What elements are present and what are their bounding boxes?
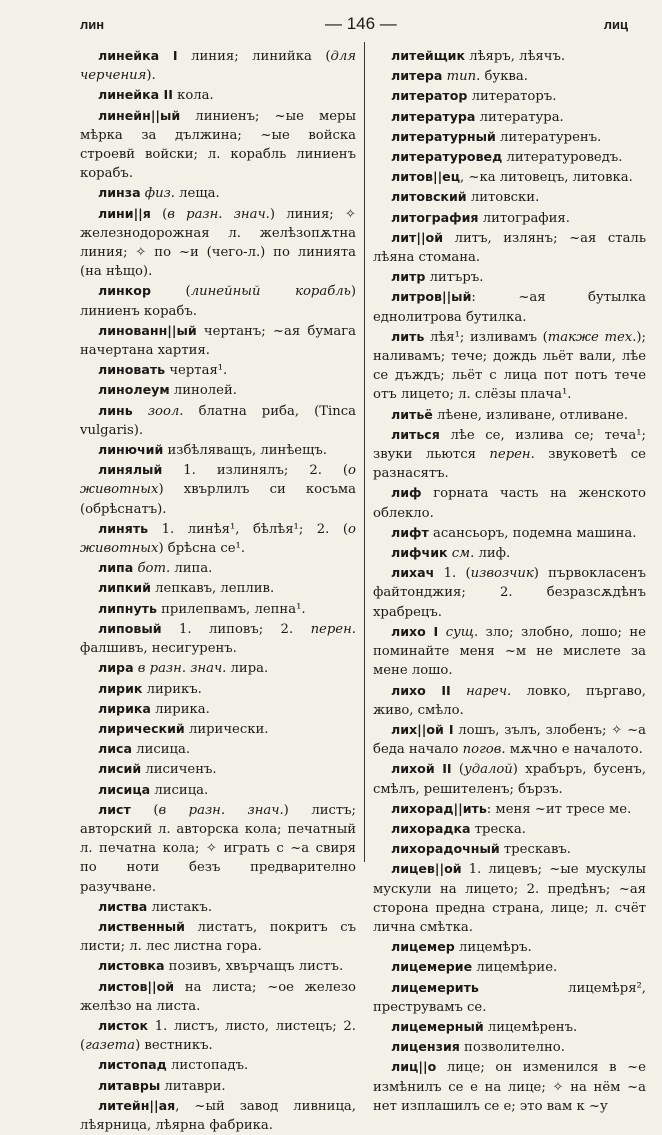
headword: лифт [391,524,429,540]
headword: линь [98,402,133,418]
usage-label: также тех. [547,329,637,345]
usage-label: см. [451,546,475,562]
definition-text: ) вестникъ. [135,1038,213,1054]
definition-text: литовски. [466,190,540,206]
dictionary-entry [80,658,356,678]
definition-text: ) листъ; авторский л. авторска кола; печатный л. печатна кола; ✧ играть с ~а свиря по ноти безъ предварително разучване. [80,802,356,895]
usage-label: газета [85,1038,136,1054]
dictionary-entry [373,167,646,187]
definition-text: ( [150,206,168,222]
headword: литератор [391,88,468,104]
headword: листопад [98,1057,167,1073]
headword: лисий [98,761,142,777]
headword: липнуть [98,600,157,616]
definition-text: 1. линѣя¹, бѣлѣя¹; 2. ( [148,521,349,537]
definition-text: мѫчно е началото. [505,742,643,758]
definition-text: липа. [170,561,213,577]
usage-label: перен. [310,621,356,637]
dictionary-entry [373,483,646,522]
definition-text: горната часть на женското облекло. [373,486,646,521]
definition-text: ). [146,68,156,84]
headword: линолеум [98,382,170,398]
dictionary-entry [80,800,356,897]
right-column [373,46,646,1116]
usage-label: бот. [137,561,171,577]
definition-text: ловко, пъргаво, живо, смѣло. [373,683,646,718]
dictionary-entry [80,578,356,598]
definition-text: лиф. [474,546,511,562]
definition-text: , ~ый завод ливница, лѣярница, лѣярна фабрика. [80,1098,356,1133]
usage-label: извозчик [470,566,534,582]
definition-text: леща. [174,186,220,202]
headword: линейка I [98,48,178,63]
definition-text: литература. [475,109,564,125]
usage-label: нареч. [466,683,512,699]
headword: литовский [391,189,467,205]
headword: листовка [98,958,165,974]
page-header [80,14,628,38]
headword: лицемерный [391,1018,484,1034]
dictionary-entry [373,839,646,859]
usage-label: в разн. знач. [167,206,270,222]
definition-text: ); наливамъ; тече; дождь льёт вали, лѣе се дъждъ; льёт с лица пот потъ тече отъ лицето; л. слёзы плача¹. [373,329,646,403]
headword: лирический [98,720,185,736]
dictionary-entry [80,619,356,658]
headword: лифчик [391,545,448,561]
definition-text: лѣяръ, лѣячъ. [465,49,566,64]
definition-text: 1. листъ, листо, листецъ; 2. ( [80,1018,356,1054]
headword: линять [98,520,149,536]
headword: литов||ец [391,169,461,185]
dictionary-entry [80,1096,356,1135]
definition-text: лисица. [132,742,191,758]
definition-text: лѣене, изливане, отливане. [432,407,629,423]
dictionary-entry [373,759,646,798]
definition-text: 1. излинялъ; 2. ( [162,463,349,479]
headword: литература [391,108,476,124]
definition-text: линиенъ; ~ые меры мѣрка за дължина; ~ые войска строевй войски; л. корабль линиенъ корабъ. [80,108,356,182]
dictionary-entry [80,360,356,380]
headword: линкор [98,283,151,299]
dictionary-entry [373,1057,646,1116]
headword: лирик [98,680,143,696]
usage-label: о животных [80,521,356,557]
definition-text: чертанъ; ~ая бумага начертана хартия. [80,323,356,359]
definition-text: лицемѣрие. [472,960,558,976]
definition-text: прилепвамъ, лепна¹. [156,601,306,617]
dictionary-entry [80,401,356,440]
dictionary-entry [80,46,356,85]
definition-text: лисиченъ. [141,762,217,778]
dictionary-entry [373,1037,646,1057]
definition-text: литъръ. [425,270,484,286]
headword: литературный [391,128,496,144]
dictionary-entry [373,327,646,405]
dictionary-entry [80,1016,356,1055]
usage-label: сущ. [445,624,479,640]
definition-text: кола. [172,88,214,104]
headword: лисица [98,781,151,797]
definition-text: ) линиенъ корабъ. [80,284,356,319]
definition-text: лошъ, зълъ, злобенъ; ✧ ~а беда начало [373,722,646,758]
headword: лихо II [391,682,451,698]
headword: литография [391,209,479,225]
definition-text: лѣя¹; изливамъ ( [424,329,548,345]
dictionary-entry [80,739,356,759]
dictionary-entry [80,183,356,203]
dictionary-entry [373,859,646,937]
definition-text: лирика. [150,701,210,717]
definition-text [133,404,148,419]
definition-text: лицемѣренъ. [483,1019,578,1035]
headword: липкий [98,580,151,596]
page-number: — 146 — [325,14,397,33]
definition-text: ( [130,802,159,818]
definition-text: ) хвърлилъ си косъма (обрѣснатъ). [80,482,356,517]
definition-text: листатъ, покритъ съ листи; л. лес листна гора. [80,919,356,955]
dictionary-entry [373,622,646,681]
dictionary-entry [373,681,646,720]
dictionary-entry [373,543,646,563]
dictionary-entry [80,460,356,519]
headword: лит||ой [391,229,444,245]
definition-text: ( [150,284,191,300]
column-divider [364,42,365,862]
definition-text: буква. [480,69,528,85]
headword: лиственный [98,918,185,934]
definition-text [438,625,446,640]
headword: листов||ой [98,978,175,994]
usage-label: перен. [489,447,535,463]
definition-text: чертая¹. [165,363,228,379]
definition-text: ) линия; ✧ железнодорожная л. желѣзопѫтна линия; ✧ по ~и (чего-л.) по линията (на нѣщо). [80,206,356,280]
headword: лихорадочный [391,841,500,857]
usage-label: тип. [446,69,481,85]
definition-text: лира. [226,661,269,677]
dictionary-entry [80,599,356,619]
dictionary-entry [373,799,646,819]
definition-text: лицемѣря², преструвамъ се. [373,980,646,1015]
dictionary-entry [373,208,646,228]
dictionary-entry [80,558,356,578]
usage-label: физ. [144,186,175,202]
headword: лиф [391,485,422,501]
dictionary-entry [373,720,646,759]
dictionary-entry [80,519,356,558]
headword: лини||я [98,205,151,221]
dictionary-entry [80,321,356,360]
dictionary-entry [373,228,646,267]
dictionary-entry [373,405,646,425]
dictionary-entry [373,425,646,484]
dictionary-entry [80,440,356,460]
dictionary-entry [373,1017,646,1037]
headword: литературовед [391,149,503,165]
dictionary-entry [80,281,356,320]
usage-label: зоол. [147,403,184,419]
definition-text: звуковетѣ се разнасятъ. [373,447,646,482]
headword: лиса [98,741,133,757]
definition-text: треска. [470,821,526,837]
left-column [80,46,356,1135]
definition-text: линия; линийка ( [177,49,331,64]
headword: липа [98,560,134,576]
definition-text: линолей. [169,383,237,399]
definition-text: ) храбъръ, бусенъ, смѣлъ, решителенъ; бързъ. [373,762,646,797]
definition-text: зло; злобно, лошо; не поминайте меня ~м не мислете за мене лошо. [373,624,646,679]
definition-text [451,684,466,699]
headword: литьё [391,406,433,422]
headword: листок [98,1017,149,1033]
definition-text: лепкавъ, леплив. [150,581,275,597]
dictionary-entry [80,106,356,184]
definition-text: трескавъ. [499,842,571,858]
header-right-word: лиц [603,17,628,32]
definition-text: , ~ка литовецъ, литовка. [460,170,633,186]
definition-text: лирикъ. [142,681,202,697]
headword: лихорадка [391,820,471,836]
dictionary-entry [80,204,356,282]
dictionary-entry [373,287,646,326]
dictionary-entry [80,719,356,739]
dictionary-entry [80,380,356,400]
dictionary-entry [373,46,646,66]
usage-label: о животных [80,463,356,498]
definition-text: ) брѣсна се¹. [158,541,246,557]
definition-text: листакъ. [147,899,213,915]
dictionary-entry [80,1055,356,1075]
headword: литавры [98,1077,161,1093]
dictionary-entry [373,127,646,147]
headword: лихач [391,565,435,581]
dictionary-entry [80,780,356,800]
headword: линялый [98,462,163,478]
definition-text: : ~ая бутылка еднолитрова бутилка. [373,290,646,325]
dictionary-entry [80,85,356,105]
usage-label: в разн. знач. [137,661,227,677]
headword: литера [391,68,443,84]
headword: лирика [98,700,151,716]
headword: линованн||ый [98,322,197,338]
headword: лицемерие [391,959,473,975]
headword: лицев||ой [391,861,462,877]
definition-text: лицемѣръ. [454,940,532,956]
dictionary-entry [80,977,356,1016]
headword: лиц||о [391,1059,437,1075]
definition-text: асансьоръ, подемна машина. [428,525,637,541]
usage-label: линейный корабль [190,284,351,300]
usage-label: удалой [464,762,513,778]
headword: линючий [98,442,164,458]
definition-text: литературенъ. [495,129,602,145]
headword: линза [98,185,141,201]
headword: лира [98,660,134,676]
headword: литейн||ая [98,1097,176,1113]
dictionary-entry [80,897,356,917]
definition-text: избѣляващъ, линѣещъ. [163,443,327,459]
definition-text: литография. [478,210,570,226]
headword: листва [98,898,148,914]
headword: лицемер [391,939,455,955]
headword: лицензия [391,1039,460,1055]
dictionary-entry [373,147,646,167]
definition-text: листопадъ. [166,1058,249,1074]
definition-text: фалшивъ, несигуренъ. [80,641,237,657]
definition-text: лирически. [184,721,269,737]
definition-text: литераторъ. [467,89,557,105]
headword: лить [391,328,425,344]
dictionary-entry [373,978,646,1017]
dictionary-entry [373,937,646,957]
definition-text: ) първокласенъ файтонджия; 2. безразсѫдѣнъ храбрецъ. [373,566,646,620]
dictionary-entry [373,86,646,106]
usage-label: в разн. знач. [158,802,284,818]
definition-text: позволително. [459,1040,565,1056]
headword: лихой II [391,761,452,777]
dictionary-entry [373,957,646,977]
definition-text: : меня ~ит тресе ме. [486,801,632,817]
headword: лихо I [391,623,439,639]
definition-text: на листа; ~ое железо желѣзо на листа. [80,979,356,1014]
dictionary-entry [80,956,356,976]
definition-text: лисица. [150,782,209,798]
definition-text: 1. липовъ; 2. [161,621,311,637]
dictionary-entry [373,267,646,287]
headword: литр [391,269,426,285]
dictionary-entry [373,107,646,127]
definition-text: литературоведъ. [502,150,623,166]
headword: липовый [98,620,162,636]
headword: литров||ый [391,289,472,305]
dictionary-entry [373,819,646,839]
headword: линовать [98,362,166,378]
dictionary-entry [373,563,646,622]
dictionary-entry [80,679,356,699]
definition-text: ( [451,762,465,778]
definition-text: блатна риба, (Tinca vulgaris). [80,403,356,438]
headword: лист [98,801,131,817]
headword: линейн||ый [98,107,181,123]
headword: литейщик [391,48,466,63]
dictionary-entry [80,699,356,719]
dictionary-entry [80,917,356,956]
headword: линейка II [98,87,173,103]
definition-text: 1. лицевъ; ~ые мускулы мускули на лицето; 2. предѣнъ; ~ая сторона предна страна, лице; л. счёт лична смѣтка. [373,862,646,935]
usage-label: погов. [462,742,506,758]
definition-text: лице; он изменился в ~е измѣнилъ се е на лице; ✧ на нём ~а нет изплашилъ се е; это вам к ~у [373,1060,646,1114]
dictionary-entry [373,66,646,86]
usage-label: для черчения [80,49,356,84]
headword: лих||ой I [391,721,454,737]
header-left-word: лин [80,17,105,32]
dictionary-entry [373,187,646,207]
definition-text: 1. ( [434,566,471,582]
definition-text: позивъ, хвърчащъ листъ. [164,959,344,975]
definition-text: литъ, излянъ; ~ая сталь лѣяна стомана. [373,230,646,266]
headword: лицемерить [391,979,479,995]
headword: лихорад||ить [391,800,487,816]
definition-text: литаври. [160,1078,226,1094]
headword: литься [391,426,440,442]
definition-text: лѣе се, излива се; теча¹; звуки льются [373,427,646,463]
dictionary-entry [80,759,356,779]
dictionary-entry [373,523,646,543]
dictionary-entry [80,1076,356,1096]
